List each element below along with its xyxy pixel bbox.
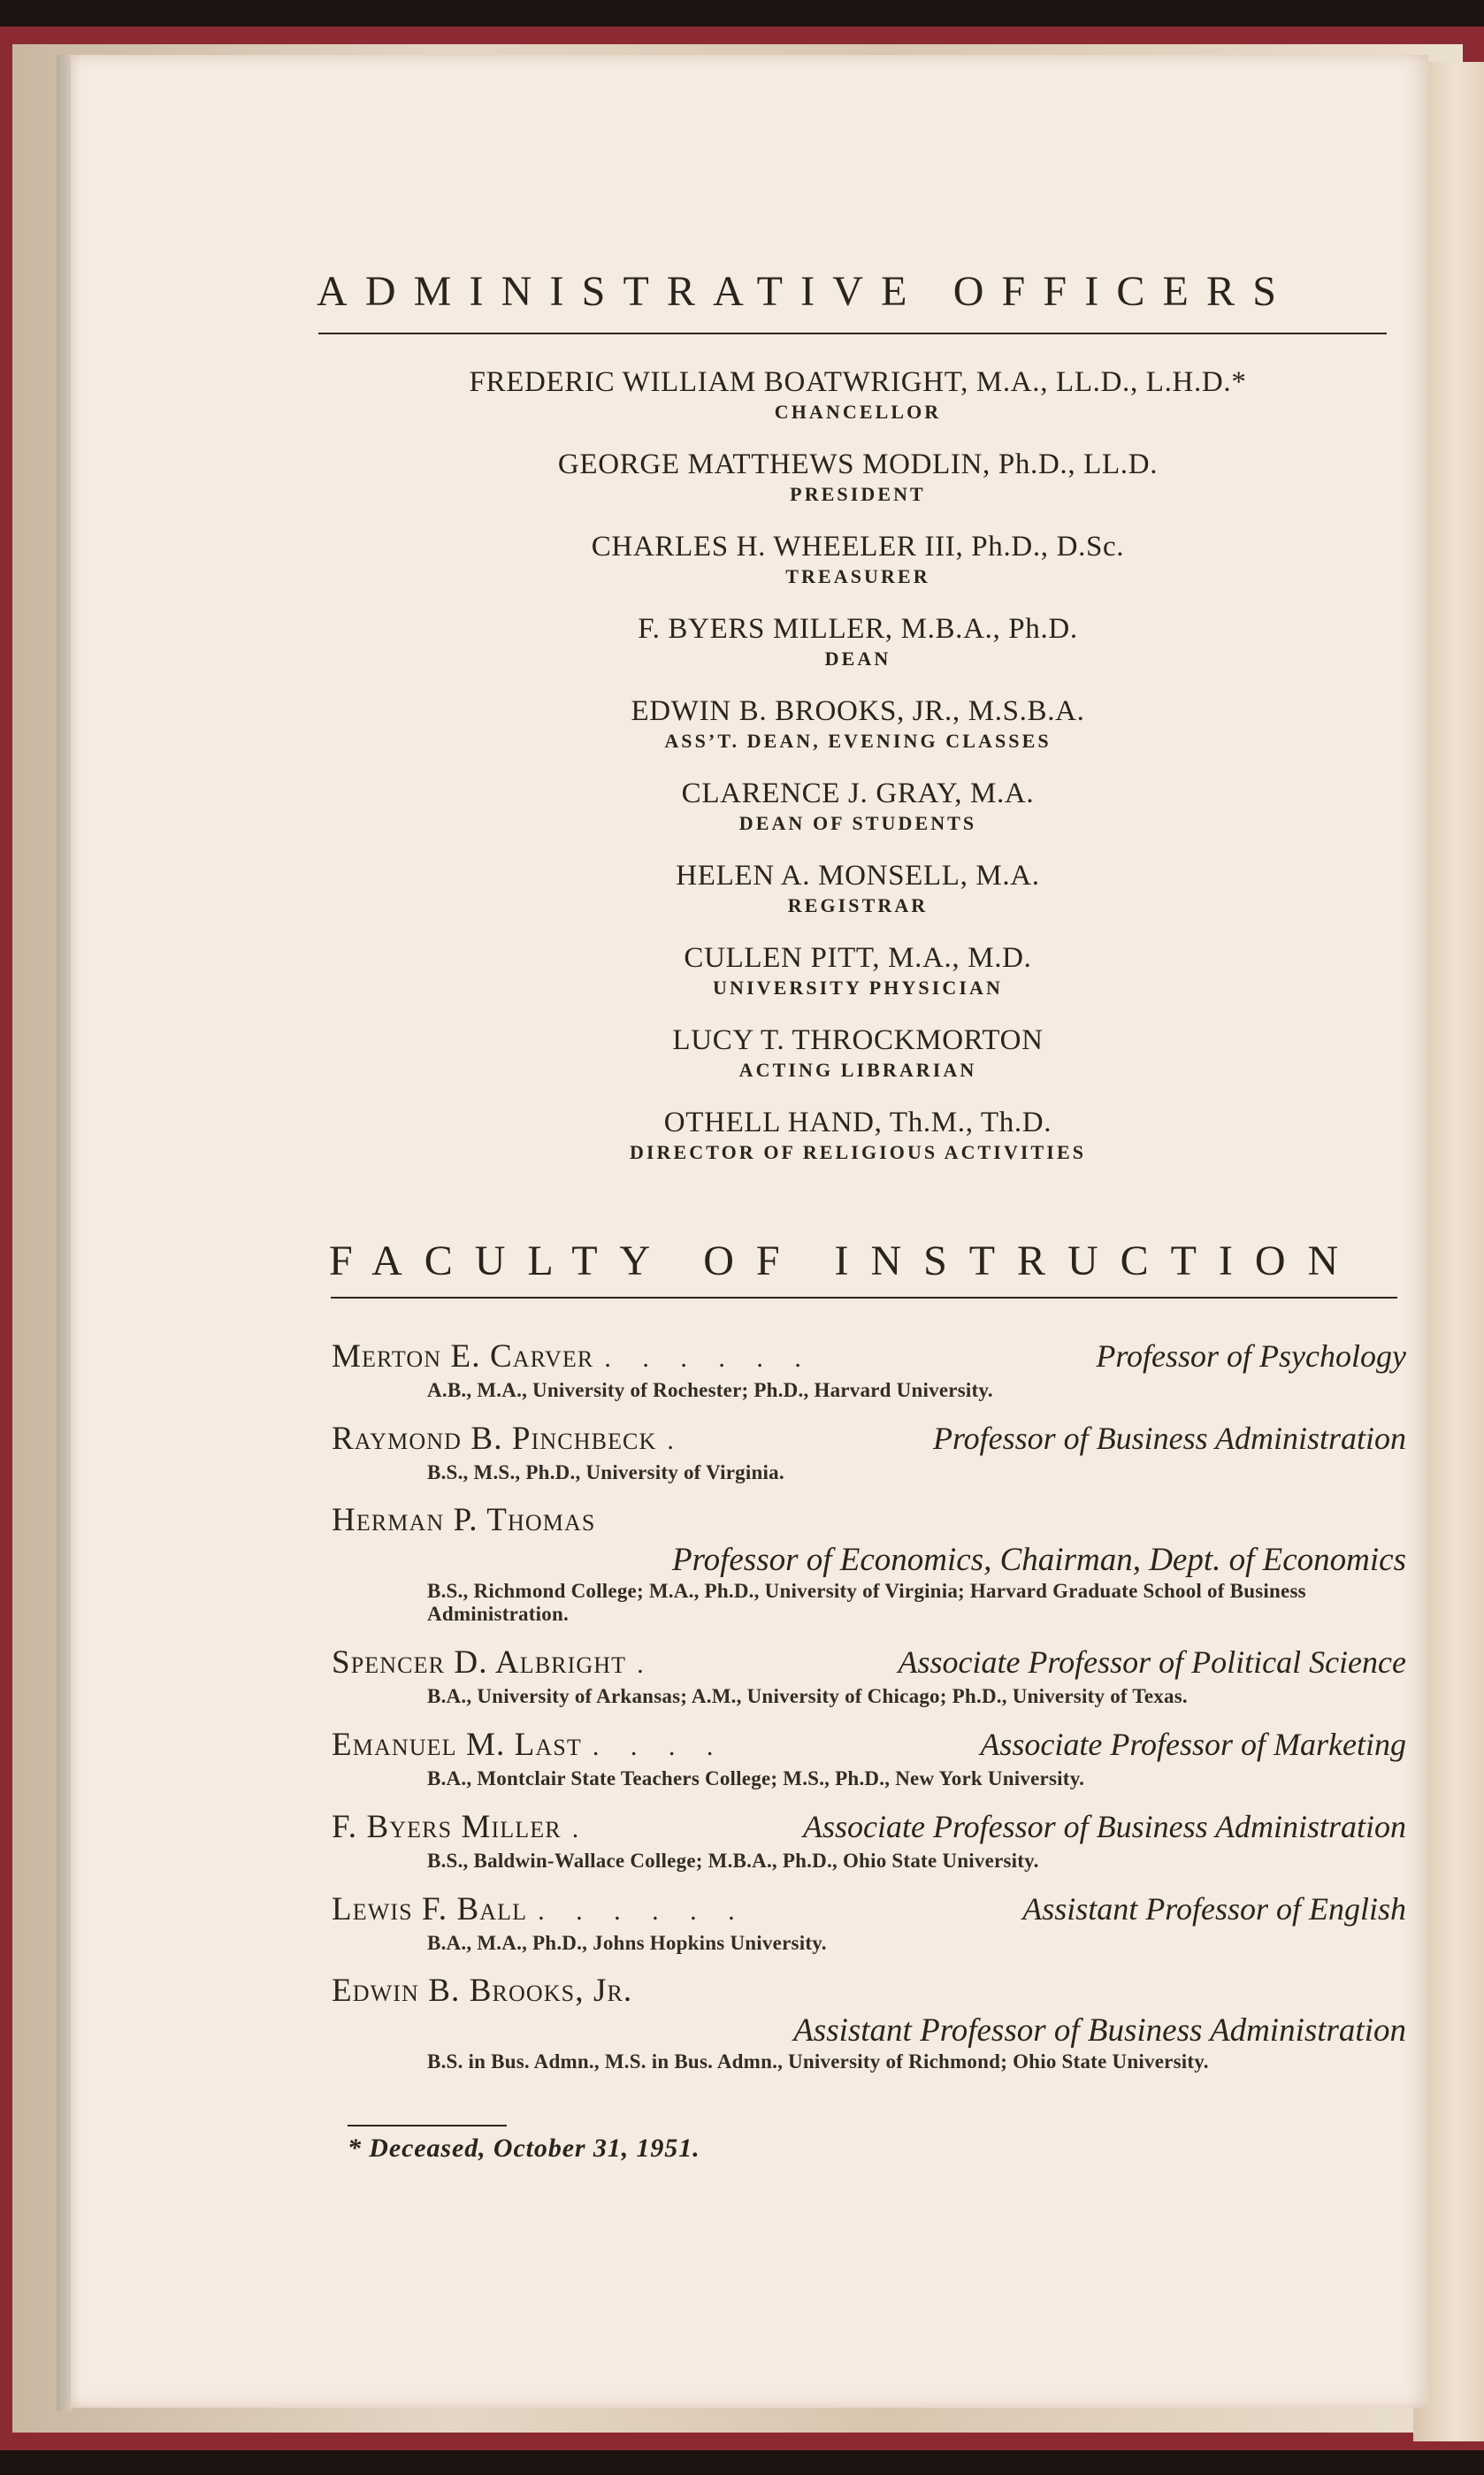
faculty-role: Assistant Professor of English xyxy=(1022,1891,1406,1927)
leader-dots: . . . . xyxy=(592,1732,726,1761)
faculty-degrees: B.S., M.S., Ph.D., University of Virginia. xyxy=(427,1461,784,1483)
faculty-degrees: B.S., Baldwin-Wallace College; M.B.A., Ph.D., Ohio State University. xyxy=(427,1850,1039,1872)
faculty-degrees: B.A., Montclair State Teachers College; M.S., Ph.D., New York University. xyxy=(427,1767,1085,1789)
officer-title: DEAN OF STUDENTS xyxy=(738,812,977,834)
faculty-entry xyxy=(332,1336,1406,1402)
faculty-name: F. Byers Miller xyxy=(332,1809,562,1845)
officer-name: LUCY T. THROCKMORTON xyxy=(672,1024,1044,1056)
faculty-role: Associate Professor of Business Administration xyxy=(802,1809,1406,1844)
officer-entry xyxy=(318,527,1397,609)
officer-entry xyxy=(318,445,1397,527)
officer-title: PRESIDENT xyxy=(790,483,926,505)
officer-name: EDWIN B. BROOKS, JR., M.S.B.A. xyxy=(631,695,1085,727)
faculty-entry xyxy=(332,1724,1406,1790)
officer-entry xyxy=(318,1103,1397,1185)
footnote-rule xyxy=(348,2125,507,2126)
officers-list xyxy=(318,363,1397,1185)
faculty-role: Assistant Professor of Business Administration xyxy=(793,2012,1406,2049)
officer-entry xyxy=(318,774,1397,856)
officer-title: REGISTRAR xyxy=(787,894,929,916)
faculty-entry xyxy=(332,1642,1406,1708)
faculty-name: Merton E. Carver xyxy=(332,1338,594,1375)
officer-name: OTHELL HAND, Th.M., Th.D. xyxy=(663,1107,1052,1138)
faculty-entry xyxy=(332,1806,1406,1873)
officer-name: F. BYERS MILLER, M.B.A., Ph.D. xyxy=(638,613,1078,645)
leader-dots: . . . . . . xyxy=(538,1896,747,1926)
officer-name: GEORGE MATTHEWS MODLIN, Ph.D., LL.D. xyxy=(557,448,1159,480)
officer-entry xyxy=(318,609,1397,692)
officer-entry xyxy=(318,692,1397,774)
officer-title: UNIVERSITY PHYSICIAN xyxy=(713,977,1003,999)
officer-name: CULLEN PITT, M.A., M.D. xyxy=(684,942,1032,974)
faculty-name: Edwin B. Brooks, Jr. xyxy=(332,1973,633,2009)
faculty-name: Herman P. Thomas xyxy=(332,1502,596,1538)
faculty-role: Associate Professor of Political Science xyxy=(898,1644,1406,1680)
officer-name: FREDERIC WILLIAM BOATWRIGHT, M.A., LL.D., L.H.D.* xyxy=(469,366,1247,398)
faculty-role: Associate Professor of Marketing xyxy=(980,1727,1406,1762)
footnote: * Deceased, October 31, 1951. xyxy=(348,2134,700,2163)
officer-title: ASS’T. DEAN, EVENING CLASSES xyxy=(664,730,1052,752)
faculty-of-instruction-heading: FACULTY OF INSTRUCTION xyxy=(329,1238,1361,1284)
officer-title: DIRECTOR OF RELIGIOUS ACTIVITIES xyxy=(629,1141,1087,1163)
faculty-entry xyxy=(332,1500,1406,1626)
officer-name: CHARLES H. WHEELER III, Ph.D., D.Sc. xyxy=(591,531,1125,563)
faculty-entry xyxy=(332,1889,1406,1955)
faculty-entry xyxy=(332,1971,1406,2073)
faculty-list xyxy=(332,1336,1406,2089)
faculty-degrees: A.B., M.A., University of Rochester; Ph.D., Harvard University. xyxy=(427,1379,993,1401)
faculty-role: Professor of Psychology xyxy=(1096,1338,1406,1374)
faculty-name: Raymond B. Pinchbeck xyxy=(332,1421,657,1457)
officer-title: TREASURER xyxy=(785,565,930,587)
heading-rule xyxy=(318,333,1387,334)
officer-name: CLARENCE J. GRAY, M.A. xyxy=(681,778,1035,809)
faculty-name: Spencer D. Albright xyxy=(332,1644,627,1681)
faculty-name: Emanuel M. Last xyxy=(332,1727,582,1763)
officer-title: CHANCELLOR xyxy=(774,401,942,423)
faculty-entry xyxy=(332,1418,1406,1484)
officer-entry xyxy=(318,939,1397,1021)
faculty-name: Lewis F. Ball xyxy=(332,1891,528,1927)
officer-entry xyxy=(318,1021,1397,1103)
faculty-degrees: B.S. in Bus. Admn., M.S. in Bus. Admn., University of Richmond; Ohio State University. xyxy=(427,2050,1209,2073)
leader-dots: . xyxy=(571,1814,592,1843)
leader-dots: . xyxy=(667,1426,686,1455)
heading-rule xyxy=(331,1297,1397,1299)
faculty-role: Professor of Business Administration xyxy=(932,1421,1406,1456)
leader-dots: . . . . . . xyxy=(604,1344,814,1373)
faculty-degrees: B.A., M.A., Ph.D., Johns Hopkins University. xyxy=(427,1932,827,1954)
administrative-officers-heading: ADMINISTRATIVE OFFICERS xyxy=(317,268,1295,315)
faculty-degrees: B.A., University of Arkansas; A.M., University of Chicago; Ph.D., University of Texas. xyxy=(427,1685,1188,1707)
officer-name: HELEN A. MONSELL, M.A. xyxy=(676,860,1040,892)
officer-title: DEAN xyxy=(824,647,891,670)
faculty-degrees: B.S., Richmond College; M.A., Ph.D., University of Virginia; Harvard Graduate School of Business Administration. xyxy=(427,1580,1306,1625)
faculty-role: Professor of Economics, Chairman, Dept. of Economics xyxy=(671,1542,1406,1578)
leader-dots: . xyxy=(637,1650,656,1679)
officer-title: ACTING LIBRARIAN xyxy=(738,1059,977,1081)
officer-entry xyxy=(318,856,1397,939)
officer-entry xyxy=(318,363,1397,445)
